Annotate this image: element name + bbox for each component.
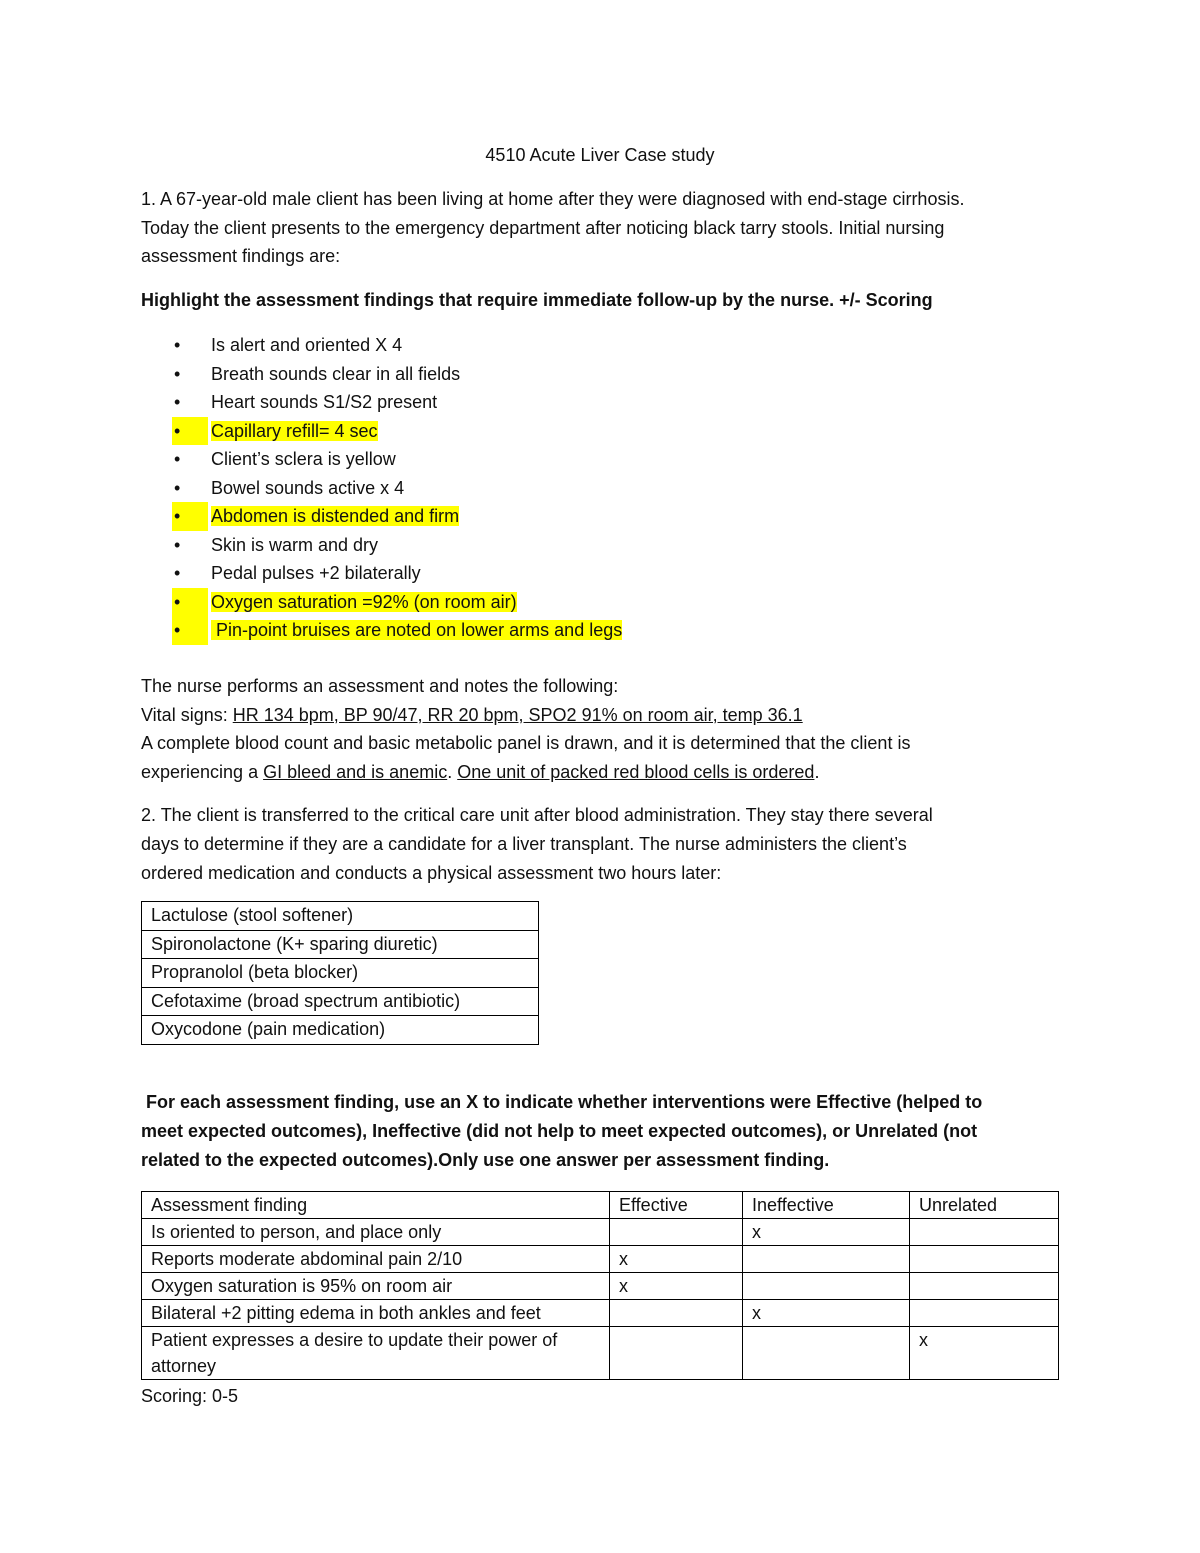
assessment-notes: [141, 672, 1061, 786]
finding-item: [141, 588, 622, 617]
order-text: One unit of packed red blood cells is ordered: [457, 761, 815, 782]
q2-intro-line-1: 2. The client is transferred to the critical care unit after blood administration. They stay there several: [141, 805, 933, 825]
ineffective-cell: [743, 1273, 910, 1300]
medication-row: [142, 930, 539, 959]
diagnosis-text: GI bleed and is anemic: [263, 761, 448, 782]
medication-cell: Lactulose (stool softener): [142, 902, 539, 931]
medication-row: [142, 1016, 539, 1045]
finding-text: Capillary refill= 4 sec: [211, 420, 378, 441]
cbc-line-1: A complete blood count and basic metabolic panel is drawn, and it is determined that the client is: [141, 733, 911, 753]
effective-cell: x: [610, 1273, 743, 1300]
table-row: [142, 1273, 1059, 1300]
bullet-icon: •: [174, 534, 181, 555]
finding-cell: Reports moderate abdominal pain 2/10: [142, 1246, 610, 1273]
unrelated-cell: [910, 1300, 1059, 1327]
question-1-intro: [141, 185, 1061, 271]
finding-item: [141, 559, 622, 588]
finding-item: [141, 502, 622, 531]
bullet-icon: •: [174, 335, 181, 355]
followup-line: The nurse performs an assessment and notes the following:: [141, 676, 619, 696]
bullet-icon: •: [174, 449, 181, 469]
vital-signs-label: Vital signs:: [141, 704, 233, 725]
finding-text: Breath sounds clear in all fields: [211, 363, 461, 384]
findings-list: [141, 331, 622, 645]
finding-text: Heart sounds S1/S2 present: [211, 392, 438, 412]
effective-cell: [610, 1327, 743, 1380]
effective-cell: [610, 1300, 743, 1327]
medications-table: [141, 901, 539, 1045]
ineffective-cell: [743, 1246, 910, 1273]
header-unrelated: Unrelated: [910, 1192, 1059, 1219]
vital-signs-line: [141, 701, 1061, 730]
finding-text: Abdomen is distended and firm: [211, 506, 460, 526]
finding-cell: Patient expresses a desire to update their power of attorney: [142, 1327, 610, 1380]
bullet-icon: •: [172, 616, 208, 645]
unrelated-cell: [910, 1246, 1059, 1273]
unrelated-cell: [910, 1219, 1059, 1246]
bullet-icon: •: [174, 363, 181, 384]
finding-cell: Bilateral +2 pitting edema in both ankles and feet: [142, 1300, 610, 1327]
finding-text: Bowel sounds active x 4: [211, 477, 405, 498]
question-2-intro: [141, 801, 1061, 888]
finding-item: [141, 331, 622, 360]
header-ineffective: Ineffective: [743, 1192, 910, 1219]
q2-instruction-line-3: related to the expected outcomes).Only use one answer per assessment finding.: [141, 1150, 830, 1170]
medication-row: [142, 959, 539, 988]
cbc-text-c: .: [447, 761, 458, 782]
finding-item: [141, 417, 622, 446]
q2-instruction-line-1: For each assessment finding, use an X to indicate whether interventions were Effective (helped to: [141, 1092, 983, 1112]
medication-cell: Cefotaxime (broad spectrum antibiotic): [142, 987, 539, 1016]
q1-intro-line-2: Today the client presents to the emergency department after noticing black tarry stools. Initial nursing: [141, 217, 945, 238]
header-effective: Effective: [610, 1192, 743, 1219]
finding-cell: Is oriented to person, and place only: [142, 1219, 610, 1246]
finding-text: Oxygen saturation =92% (on room air): [211, 591, 517, 612]
finding-cell: Oxygen saturation is 95% on room air: [142, 1273, 610, 1300]
table-row: [142, 1246, 1059, 1273]
cbc-text-e: .: [814, 761, 820, 782]
q1-instruction: Highlight the assessment findings that require immediate follow-up by the nurse. +/- Scoring: [141, 290, 933, 310]
finding-text: Pedal pulses +2 bilaterally: [211, 563, 421, 583]
ineffective-cell: x: [743, 1219, 910, 1246]
assessment-table-header: [142, 1192, 1059, 1219]
finding-item: [141, 474, 622, 503]
finding-item: [141, 531, 622, 560]
finding-text: Skin is warm and dry: [211, 534, 379, 555]
table-row: [142, 1327, 1059, 1380]
table-row: [142, 1300, 1059, 1327]
scoring-note: Scoring: 0-5: [141, 1386, 239, 1406]
medication-row: [142, 902, 539, 931]
finding-item: [141, 388, 622, 417]
medication-cell: Spironolactone (K+ sparing diuretic): [142, 930, 539, 959]
cbc-text-a: experiencing a: [141, 761, 264, 782]
ineffective-cell: x: [743, 1300, 910, 1327]
table-row: [142, 1219, 1059, 1246]
assessment-table: [141, 1191, 1059, 1380]
finding-item: [141, 616, 622, 645]
medication-cell: Propranolol (beta blocker): [142, 959, 539, 988]
bullet-icon: •: [174, 392, 181, 412]
bullet-icon: •: [174, 563, 181, 583]
finding-text: Is alert and oriented X 4: [211, 335, 403, 355]
bullet-icon: •: [172, 502, 208, 531]
finding-item: [141, 445, 622, 474]
q1-intro-line-3: assessment findings are:: [141, 246, 341, 266]
effective-cell: [610, 1219, 743, 1246]
q2-instruction: [141, 1088, 1061, 1175]
finding-text: Client’s sclera is yellow: [211, 449, 396, 469]
finding-item: [141, 360, 622, 389]
unrelated-cell: x: [910, 1327, 1059, 1380]
bullet-icon: •: [174, 477, 181, 498]
ineffective-cell: [743, 1327, 910, 1380]
q2-intro-line-3: ordered medication and conducts a physical assessment two hours later:: [141, 863, 722, 883]
q1-intro-line-1: 1. A 67-year-old male client has been living at home after they were diagnosed with end-stage cirrhosis.: [141, 189, 965, 209]
bullet-icon: •: [172, 417, 208, 446]
q2-intro-line-2: days to determine if they are a candidate for a liver transplant. The nurse administers the client’s: [141, 834, 907, 854]
unrelated-cell: [910, 1273, 1059, 1300]
cbc-line-2: [141, 758, 1061, 787]
medication-row: [142, 987, 539, 1016]
header-assessment-finding: Assessment finding: [142, 1192, 610, 1219]
effective-cell: x: [610, 1246, 743, 1273]
bullet-icon: •: [172, 588, 208, 617]
finding-text: Pin-point bruises are noted on lower arms and legs: [211, 620, 623, 640]
page-title: 4510 Acute Liver Case study: [485, 145, 715, 165]
q2-instruction-line-2: meet expected outcomes), Ineffective (did not help to meet expected outcomes), or Unrelated (not: [141, 1121, 978, 1141]
medication-cell: Oxycodone (pain medication): [142, 1016, 539, 1045]
vital-signs-value: HR 134 bpm, BP 90/47, RR 20 bpm, SPO2 91% on room air, temp 36.1: [232, 704, 803, 725]
